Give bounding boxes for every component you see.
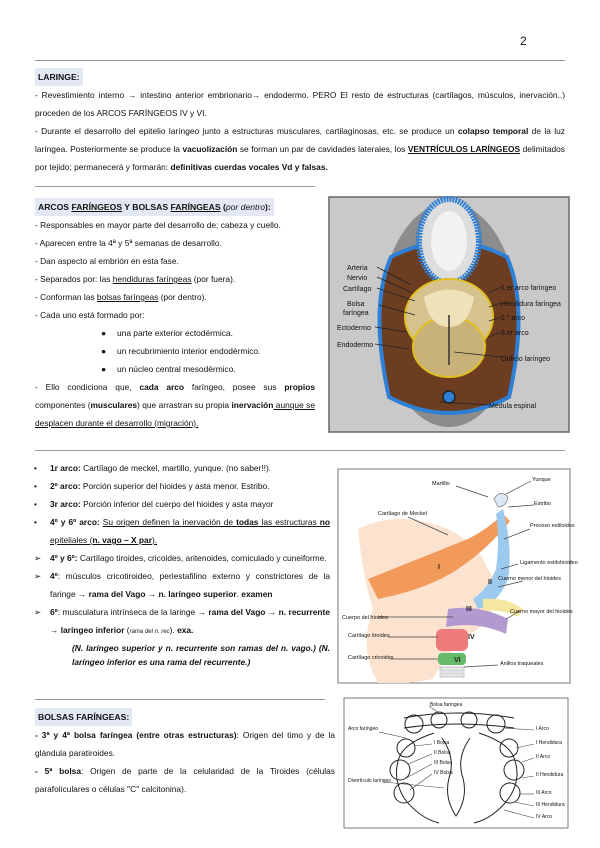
fig1-label: 3.er arco bbox=[501, 330, 529, 337]
divider bbox=[35, 60, 565, 61]
arcos-line: - Aparecen entre la 4ª y 5ª semanas de desarrollo. bbox=[35, 238, 222, 248]
fig2-label: Anillos traqueales bbox=[500, 661, 544, 667]
fig1-label: Bolsa bbox=[347, 301, 365, 308]
fig3-label: I Bolsa bbox=[434, 740, 450, 746]
fig1-label: Orificio laríngeo bbox=[501, 356, 551, 363]
fig3-label: II Hendidura bbox=[536, 772, 564, 778]
fig1-label: Hendidura faríngea bbox=[501, 301, 561, 308]
fig2-label: Estribo bbox=[534, 501, 552, 507]
list-item: ➢ 6º: musculatura intrínseca de la laringe → rama del Vago → n. recurrente → laríngeo inferior (rama del n. rec). exa. bbox=[34, 607, 330, 635]
fig2-label: Ligamento estilohioideo bbox=[520, 560, 578, 566]
list-item: • 3r arco: Porción inferior del cuerpo del hioides y asta mayor bbox=[34, 499, 274, 509]
roman-numeral: II bbox=[488, 579, 492, 586]
fig3-label: II Bolsa bbox=[434, 750, 451, 756]
fig2-label: Cuerno menor del hioides bbox=[498, 576, 561, 582]
arcos-line: - Dan aspecto al embrión en esta fase. bbox=[35, 256, 179, 266]
fig3-label: I Hendidura bbox=[536, 740, 562, 746]
fig3-label: I Arco bbox=[536, 726, 549, 732]
roman-numeral: VI bbox=[454, 657, 461, 664]
laringe-p2: - Durante el desarrollo del epitelio laríngeo junto a estructuras musculares, cartilaginosas, etc. se produce un colapso temporal de la luz laríngea. Posteriormente se produce la vacuolización se forman un par de cavidades laterales, los VENTRÍCULOS LARÍNGEOS delimitados por tejido; permanecerá y formarán: definitivas cuerdas vocales Vd y falsas. bbox=[35, 126, 565, 172]
fig3-label: IV Arco bbox=[536, 814, 553, 820]
fig1-label: Cartílago bbox=[343, 286, 372, 293]
arcos-line: - Responsables en mayor parte del desarrollo de: cabeza y cuello. bbox=[35, 220, 281, 230]
pharyngeal-pouches-figure bbox=[344, 698, 568, 828]
list-item: ● un recubrimiento interior endodérmico. bbox=[101, 346, 261, 356]
list-item: ● un núcleo central mesodérmico. bbox=[101, 364, 236, 374]
arcos-conclusion: - Ello condiciona que, cada arco faríngeo, posee sus propios componentes (musculares) que arrastran su propia inervación aunque se desplacen durante el desarrollo (migración). bbox=[35, 382, 316, 428]
fig2-label: Martillo bbox=[432, 481, 450, 487]
fig2-label: Cuerno mayor del hioides bbox=[510, 609, 573, 615]
list-item: • 4º y 6º arco: Su origen definen la inervación de todas las estructuras no epiteliales (n. vago – X par). bbox=[34, 517, 330, 545]
arcos-heading: ARCOS FARÍNGEOS Y BOLSAS FARÍNGEAS (por dentro): bbox=[35, 198, 274, 216]
divider bbox=[35, 450, 565, 451]
fig1-label: 1.er arco faríngeo bbox=[501, 285, 557, 292]
fig2-label: Cartílago de Meckel bbox=[378, 511, 427, 517]
arcos-section bbox=[35, 198, 315, 432]
fig3-label: III Arco bbox=[536, 790, 552, 796]
fig3-label: Arco faríngeo bbox=[348, 726, 379, 732]
nerve-note: (N. laríngeo superior y n. recurrente son ramas del n. vago.) (N. laríngeo inferior es una rama del recurrente.) bbox=[72, 643, 330, 667]
fig3-label: III Bolsa bbox=[434, 760, 453, 766]
list-item: ➢ 4º: músculos cricotiroideo, periestafilino externo y constrictores de la faringe → rama del Vago → n. laríngeo superior. examen bbox=[34, 571, 330, 599]
laringe-heading: LARINGE: bbox=[35, 68, 83, 86]
fig1-label: 2.º arco bbox=[501, 315, 525, 322]
laringe-p1: - Revestimiento interno → intestino anterior embrionario→ endodermo. PERO El resto de estructuras (cartílagos, músculos, inervación..) proceden de los ARCOS FARÍNGEOS IV y VI. bbox=[35, 90, 565, 118]
fig1-label: Ectodermo bbox=[337, 325, 371, 332]
fig2-label: Proceso estiloides bbox=[530, 523, 575, 529]
arcos-line: - Cada uno está formado por: bbox=[35, 310, 145, 320]
list-item: • 2º arco: Porción superior del hioides y asta menor. Estribo. bbox=[34, 481, 270, 491]
fig1-label: Endodermo bbox=[337, 342, 374, 349]
fig1-label: Arteria bbox=[347, 265, 368, 272]
fig2-label: Cartílago cricoides bbox=[348, 655, 394, 661]
fig1-label: Nervio bbox=[347, 275, 368, 282]
fig2-label: Cuerpo del hioides bbox=[342, 615, 388, 621]
pharyngeal-arches-figure bbox=[329, 197, 569, 432]
fig3-label: III Hendidura bbox=[536, 802, 565, 808]
arcos-line: - Conforman las bolsas faríngeas (por dentro). bbox=[35, 292, 207, 302]
fig2-label: Cartílago tiroides bbox=[348, 633, 390, 639]
divider bbox=[35, 186, 315, 187]
fig2-label: Yunque bbox=[532, 477, 551, 483]
fig3-label: IV Bolsa bbox=[434, 770, 453, 776]
arch-cartilages-figure bbox=[338, 469, 578, 683]
roman-numeral: IV bbox=[468, 634, 475, 641]
bolsas-heading: BOLSAS FARÍNGEAS: bbox=[35, 708, 132, 726]
fig3-label: II Arco bbox=[536, 754, 551, 760]
roman-numeral: I bbox=[438, 564, 440, 571]
arcos-derivados-list bbox=[32, 459, 330, 669]
page-number: 2 bbox=[520, 34, 527, 48]
laringe-section bbox=[35, 68, 565, 176]
fig3-label: Bolsa faríngea bbox=[430, 702, 463, 708]
bolsas-p2: - 5ª bolsa: Origen de parte de la celularidad de la Tiroides (células parafoliculares o células "C" calcitonina). bbox=[35, 766, 335, 794]
fig3-label: Divertículo laríngeo bbox=[348, 778, 392, 784]
fig1-label: faríngea bbox=[343, 310, 369, 317]
list-item: ● una parte exterior ectodérmica. bbox=[101, 328, 233, 338]
bolsas-p1: - 3ª y 4ª bolsa faríngea (entre otras estructuras): Origen del timo y de la glándula paratiroides. bbox=[35, 730, 336, 758]
arcos-line: - Separados por: las hendiduras faríngeas (por fuera). bbox=[35, 274, 236, 284]
bolsas-section bbox=[35, 708, 335, 798]
list-item: ➢ 4º y 6º: Cartílago tiroides, cricoides, aritenoides, corniculado y cuneiforme. bbox=[34, 553, 327, 563]
roman-numeral: III bbox=[466, 606, 472, 613]
fig1-label: Médula espinal bbox=[489, 403, 537, 410]
divider bbox=[35, 699, 325, 700]
list-item: • 1r arco: Cartílago de meckel, martillo, yunque. (no saber!!). bbox=[34, 463, 272, 473]
